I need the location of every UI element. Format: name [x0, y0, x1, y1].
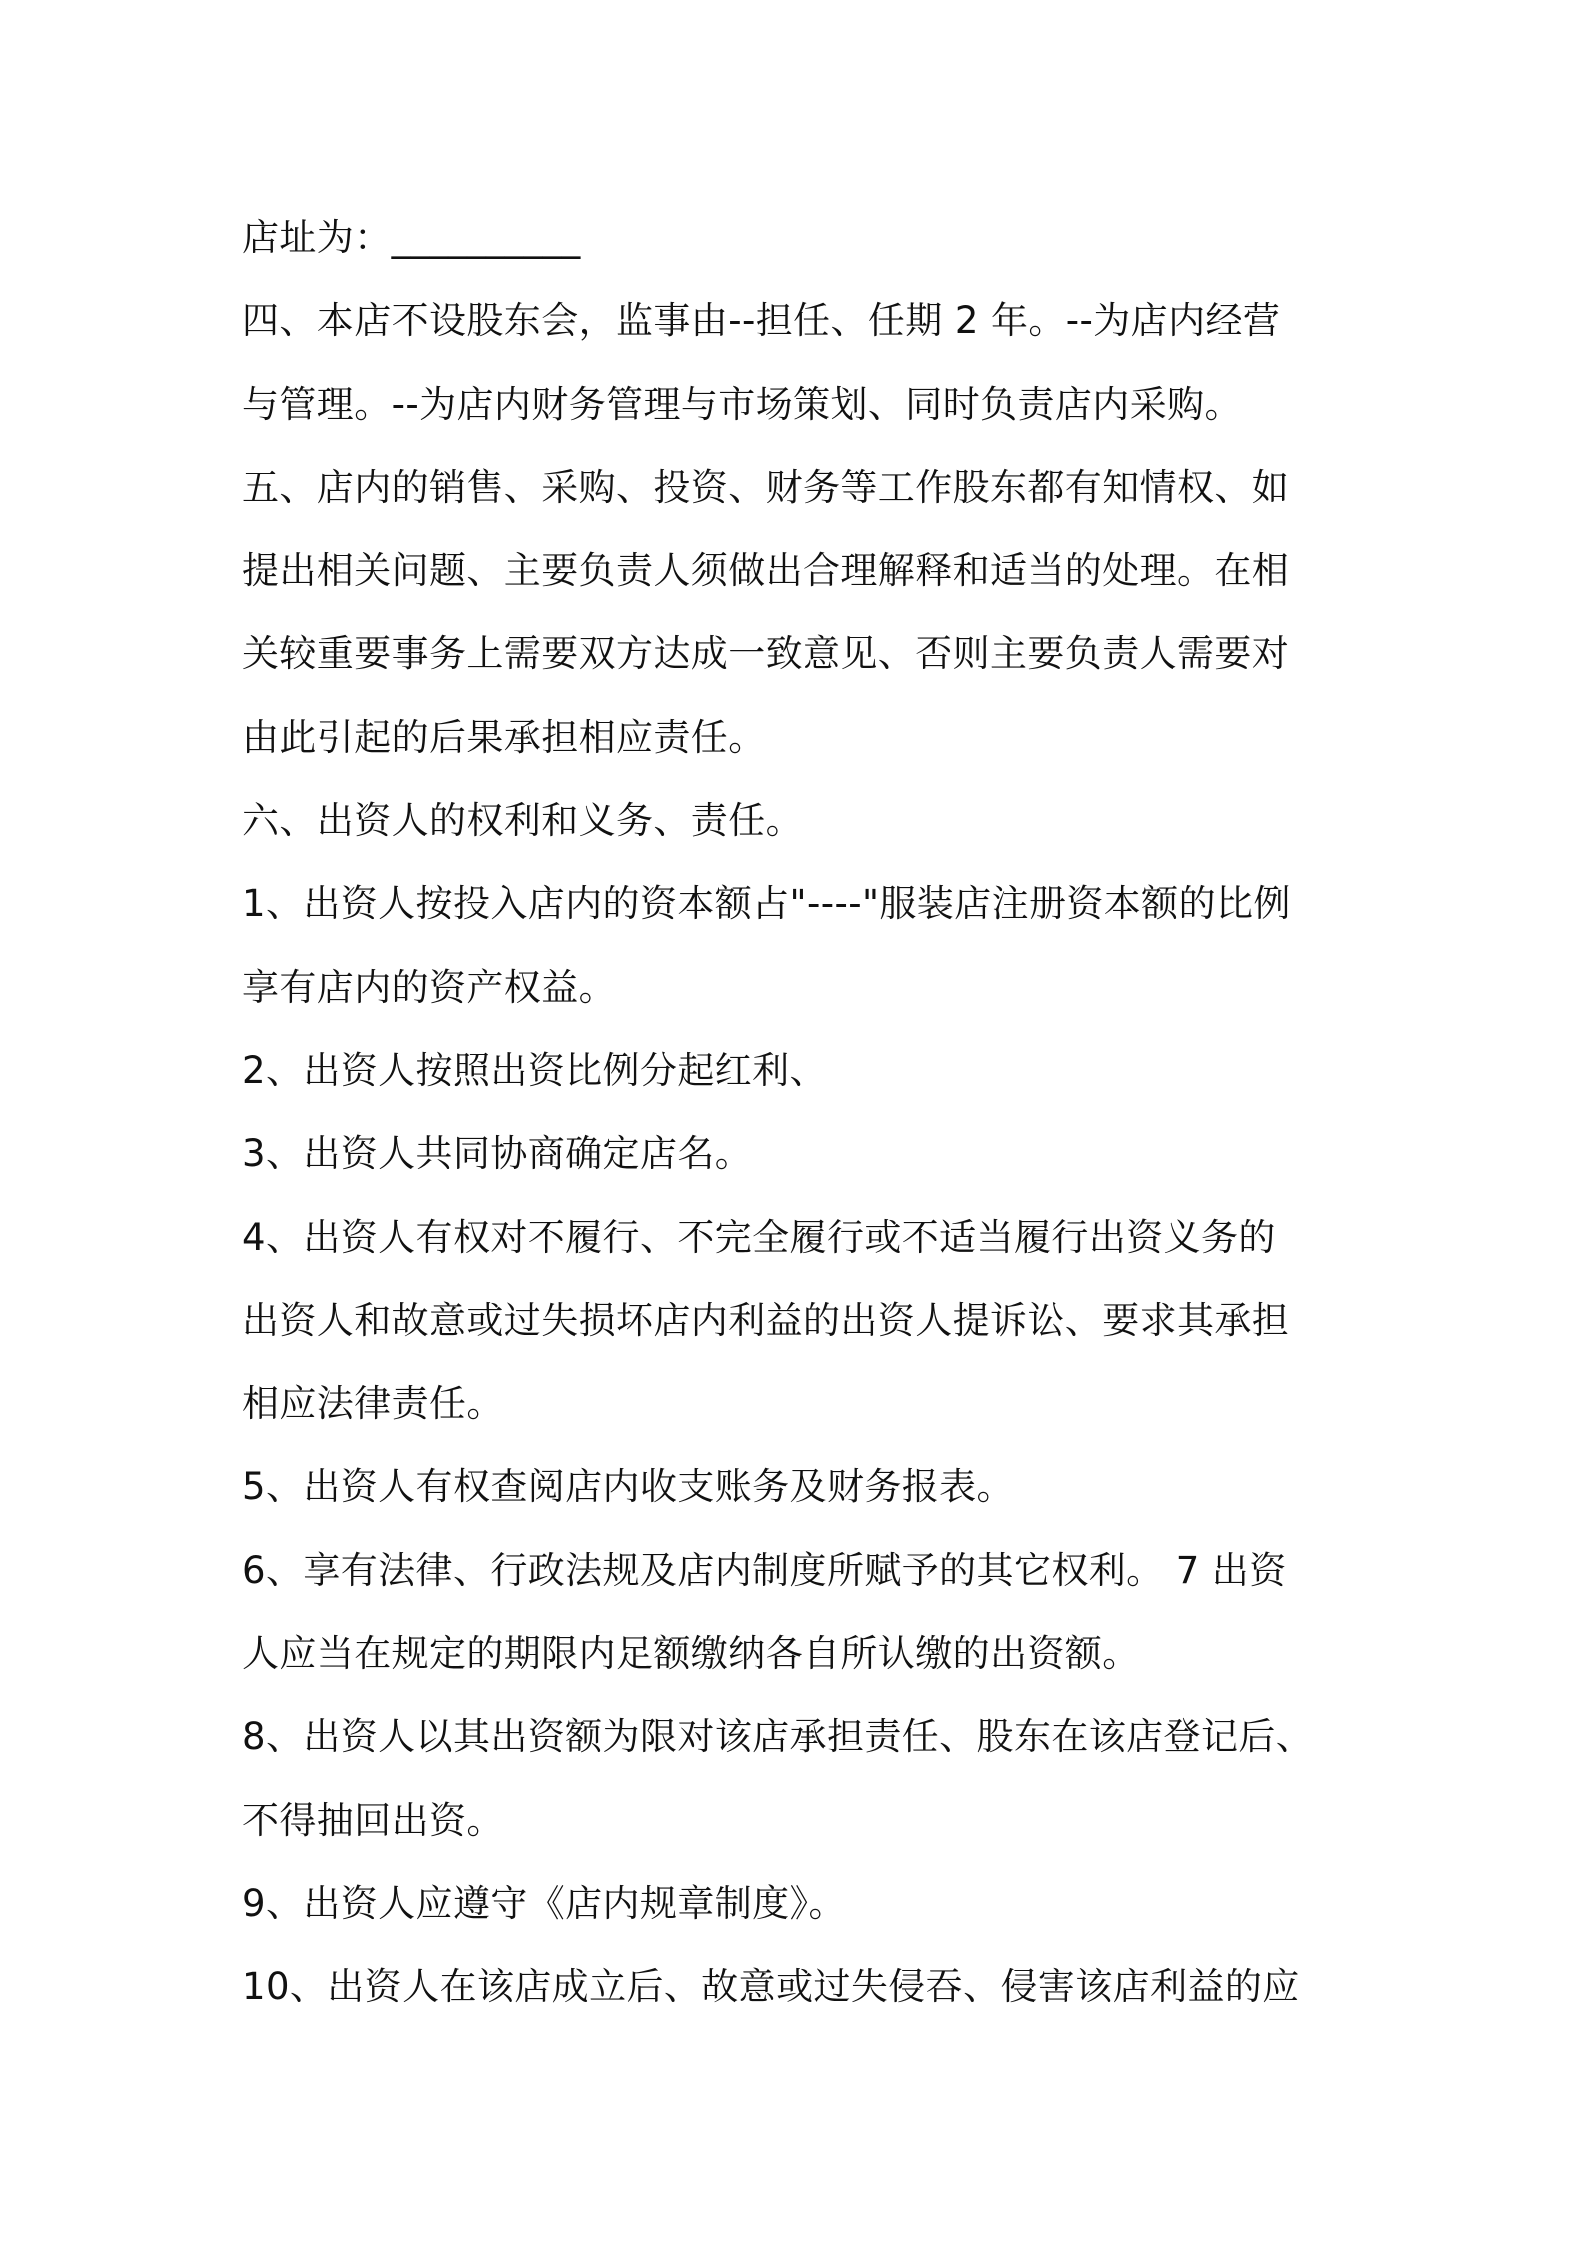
- text-line: 10、出资人在该店成立后、故意或过失侵吞、侵害该店利益的应: [242, 1965, 1300, 2009]
- text-line: 五、店内的销售、采购、投资、财务等工作股东都有知情权、如: [242, 465, 1290, 509]
- document-body: [242, 196, 1372, 2029]
- text-line: 四、本店不设股东会，监事由--担任、任期 2 年。--为店内经营: [242, 299, 1281, 343]
- text-line: 与管理。--为店内财务管理与市场策划、同时负责店内采购。: [242, 382, 1242, 426]
- text-line: 由此引起的后果承担相应责任。: [242, 715, 766, 759]
- text-line: 5、出资人有权查阅店内收支账务及财务报表。: [242, 1465, 1014, 1509]
- text-line: 8、出资人以其出资额为限对该店承担责任、股东在该店登记后、: [242, 1715, 1314, 1759]
- text-line: 9、出资人应遵守《店内规章制度》。: [242, 1881, 846, 1925]
- text-line: 店址为：__________: [242, 216, 581, 259]
- text-line: 2、出资人按照出资比例分起红利、: [242, 1048, 827, 1092]
- text-line: 六、出资人的权利和义务、责任。: [242, 799, 803, 843]
- text-line: 3、出资人共同协商确定店名。: [242, 1132, 753, 1176]
- text-line: 4、出资人有权对不履行、不完全履行或不适当履行出资义务的: [242, 1215, 1276, 1259]
- text-line: 相应法律责任。: [242, 1382, 504, 1426]
- text-line: 不得抽回出资。: [242, 1798, 504, 1842]
- text-line: 关较重要事务上需要双方达成一致意见、否则主要负责人需要对: [242, 632, 1290, 676]
- text-line: 人应当在规定的期限内足额缴纳各自所认缴的出资额。: [242, 1632, 1140, 1676]
- text-line: 6、享有法律、行政法规及店内制度所赋予的其它权利。 7 出资: [242, 1548, 1287, 1592]
- text-line: 1、出资人按投入店内的资本额占"----"服装店注册资本额的比例: [242, 882, 1291, 926]
- text-line: 享有店内的资产权益。: [242, 965, 616, 1009]
- text-line: 提出相关问题、主要负责人须做出合理解释和适当的处理。在相: [242, 549, 1290, 593]
- text-line: 出资人和故意或过失损坏店内利益的出资人提诉讼、要求其承担: [242, 1298, 1290, 1342]
